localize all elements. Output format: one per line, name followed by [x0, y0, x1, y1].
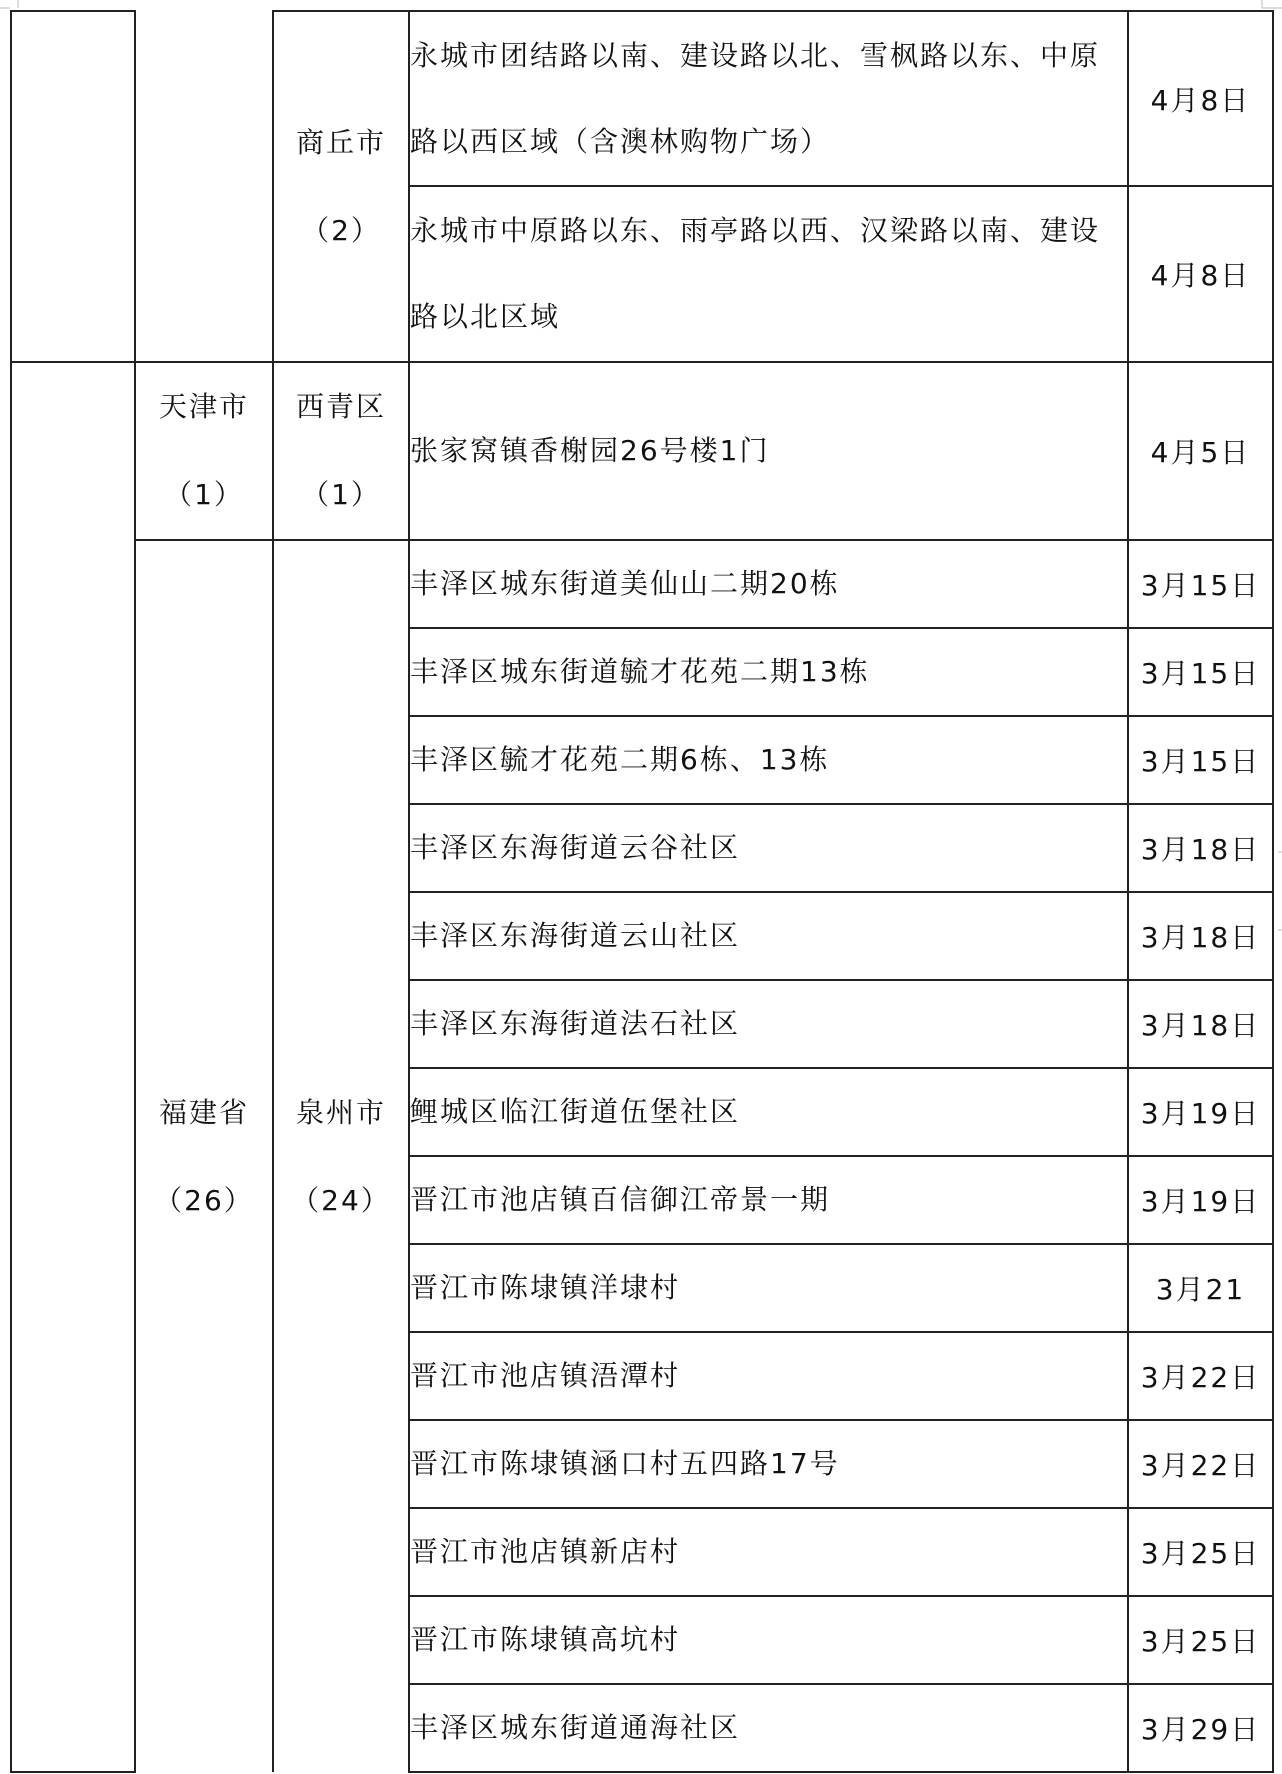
date-cell: 3月15日	[1128, 540, 1273, 628]
area-cell: 晋江市陈埭镇洋埭村	[409, 1244, 1128, 1332]
area-cell: 丰泽区东海街道云山社区	[409, 892, 1128, 980]
district-name: 西青区	[295, 390, 386, 423]
date-cell: 4月5日	[1128, 362, 1273, 540]
date-cell: 3月15日	[1128, 716, 1273, 804]
district-count: （1）	[301, 478, 381, 511]
area-cell: 晋江市陈埭镇高坑村	[409, 1596, 1128, 1684]
date-cell: 3月19日	[1128, 1156, 1273, 1244]
blank-margin-cell	[11, 11, 135, 362]
table-row	[11, 11, 1273, 186]
city-name: 泉州市	[295, 1095, 386, 1129]
area-cell: 晋江市池店镇新店村	[409, 1508, 1128, 1596]
city-name: 商丘市	[295, 125, 386, 159]
area-cell: 丰泽区毓才花苑二期6栋、13栋	[409, 716, 1128, 804]
province-name: 福建省	[158, 1095, 249, 1129]
date-cell: 3月25日	[1128, 1596, 1273, 1684]
city-cell-shangqiu	[273, 11, 409, 362]
area-cell: 永城市团结路以南、建设路以北、雪枫路以东、中原路以西区域（含澳林购物广场）	[409, 11, 1128, 186]
date-cell: 3月25日	[1128, 1508, 1273, 1596]
risk-area-table	[10, 10, 1274, 1773]
area-cell: 丰泽区城东街道通海社区	[409, 1684, 1128, 1772]
date-cell: 3月29日	[1128, 1684, 1273, 1772]
province-name: 天津市	[158, 390, 249, 423]
city-cell-quanzhou	[273, 540, 409, 1772]
date-cell: 3月18日	[1128, 804, 1273, 892]
area-cell: 晋江市池店镇百信御江帝景一期	[409, 1156, 1128, 1244]
area-cell: 丰泽区城东街道美仙山二期20栋	[409, 540, 1128, 628]
area-cell: 永城市中原路以东、雨亭路以西、汉梁路以南、建设路以北区域	[409, 186, 1128, 362]
blank-margin-cell	[11, 362, 135, 1772]
date-cell: 3月19日	[1128, 1068, 1273, 1156]
date-cell: 3月22日	[1128, 1332, 1273, 1420]
province-cell-continued	[135, 11, 273, 362]
area-cell: 张家窝镇香榭园26号楼1门	[409, 362, 1128, 540]
date-cell: 3月21	[1128, 1244, 1273, 1332]
province-count: （26）	[154, 1183, 254, 1217]
table-row	[11, 362, 1273, 540]
province-cell-tianjin	[135, 362, 273, 540]
city-count: （24）	[291, 1183, 391, 1217]
province-cell-fujian	[135, 540, 273, 1772]
area-cell: 丰泽区城东街道毓才花苑二期13栋	[409, 628, 1128, 716]
area-cell: 丰泽区东海街道法石社区	[409, 980, 1128, 1068]
date-cell: 3月15日	[1128, 628, 1273, 716]
date-cell: 4月8日	[1128, 186, 1273, 362]
city-count: （2）	[301, 213, 381, 247]
area-cell: 晋江市池店镇浯潭村	[409, 1332, 1128, 1420]
area-cell: 晋江市陈埭镇涵口村五四路17号	[409, 1420, 1128, 1508]
province-count: （1）	[164, 478, 244, 511]
area-cell: 丰泽区东海街道云谷社区	[409, 804, 1128, 892]
date-cell: 3月18日	[1128, 892, 1273, 980]
table-row	[11, 540, 1273, 628]
date-cell: 4月8日	[1128, 11, 1273, 186]
district-cell-xiqing	[273, 362, 409, 540]
date-cell: 3月18日	[1128, 980, 1273, 1068]
date-cell: 3月22日	[1128, 1420, 1273, 1508]
area-cell: 鲤城区临江街道伍堡社区	[409, 1068, 1128, 1156]
